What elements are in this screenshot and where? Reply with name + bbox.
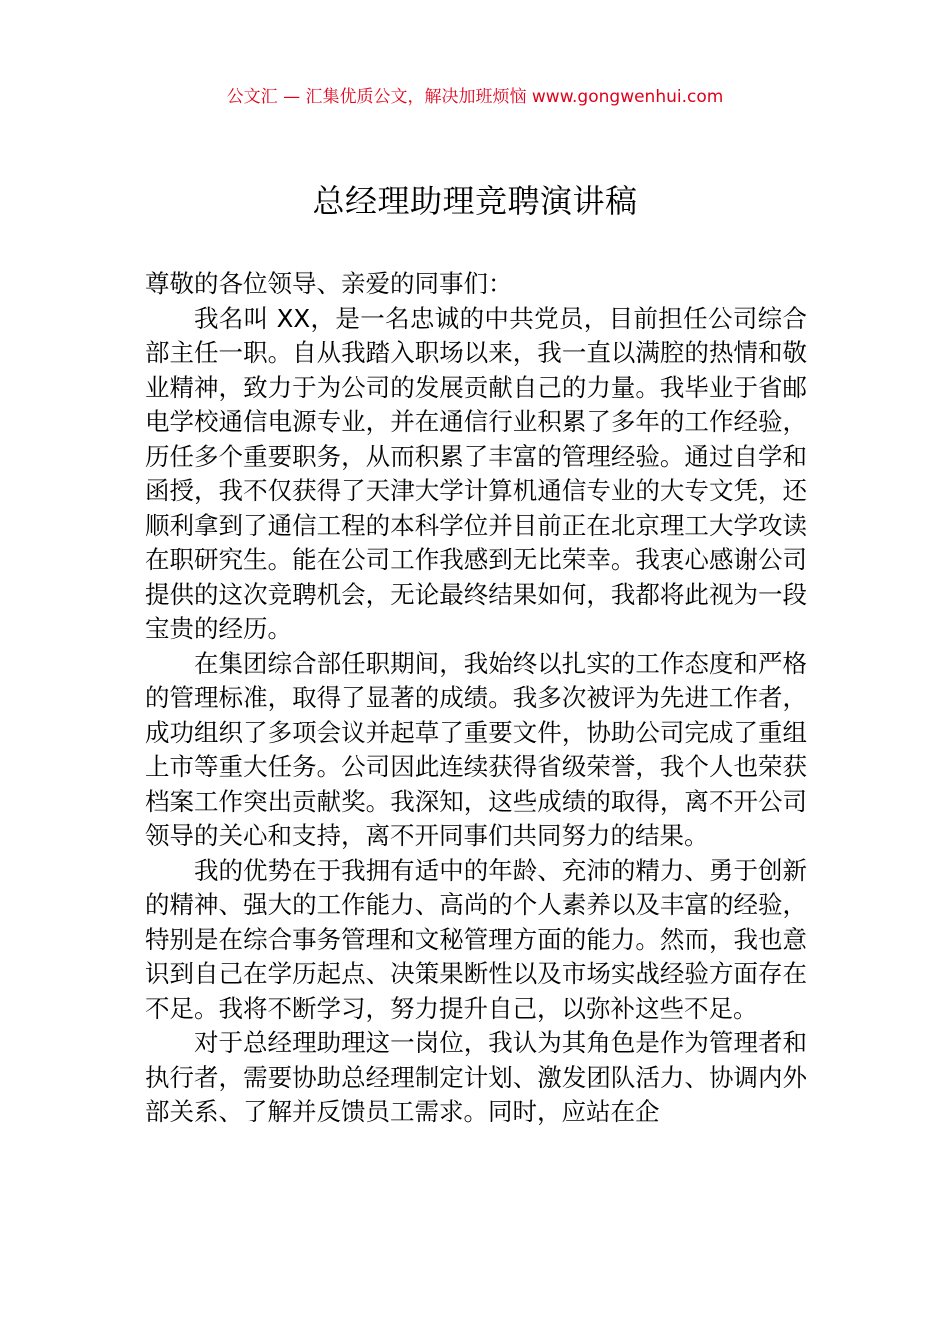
salutation: 尊敬的各位领导、亲爱的同事们： xyxy=(145,269,513,298)
body-paragraph: 对于总经理助理这一岗位，我认为其角色是作为管理者和执行者，需要协助总经理制定计划、激发团队活力、协调内外部关系、了解并反馈员工需求。同时，应站在企 xyxy=(145,1028,807,1126)
body-paragraph: 在集团综合部任职期间，我始终以扎实的工作态度和严格的管理标准，取得了显著的成绩。我多次被评为先进工作者，成功组织了多项会议并起草了重要文件，协助公司完成了重组上市等重大任务。公司因此连续获得省级荣誉，我个人也荣获档案工作突出贡献奖。我深知，这些成绩的取得，离不开公司领导的关心和支持，离不开同事们共同努力的结果。 xyxy=(145,648,807,850)
document-title: 总经理助理竞聘演讲稿 xyxy=(312,182,638,220)
header-banner[interactable]: 公文汇 — 汇集优质公文，解决加班烦恼 www.gongwenhui.com xyxy=(226,87,724,107)
document-body xyxy=(145,267,807,1130)
body-paragraph: 我的优势在于我拥有适中的年龄、充沛的精力、勇于创新的精神、强大的工作能力、高尚的个人素养以及丰富的经验，特别是在综合事务管理和文秘管理方面的能力。然而，我也意识到自己在学历起点、决策果断性以及市场实战经验方面存在不足。我将不断学习，努力提升自己，以弥补这些不足。 xyxy=(145,855,807,1023)
body-paragraph: 我名叫 XX，是一名忠诚的中共党员，目前担任公司综合部主任一职。自从我踏入职场以来，我一直以满腔的热情和敬业精神，致力于为公司的发展贡献自己的力量。我毕业于省邮电学校通信电源专业，并在通信行业积累了多年的工作经验，历任多个重要职务，从而积累了丰富的管理经验。通过自学和函授，我不仅获得了天津大学计算机通信专业的大专文凭，还顺利拿到了通信工程的本科学位并目前正在北京理工大学攻读在职研究生。能在公司工作我感到无比荣幸。我衷心感谢公司提供的这次竞聘机会，无论最终结果如何，我都将此视为一段宝贵的经历。 xyxy=(145,303,807,643)
